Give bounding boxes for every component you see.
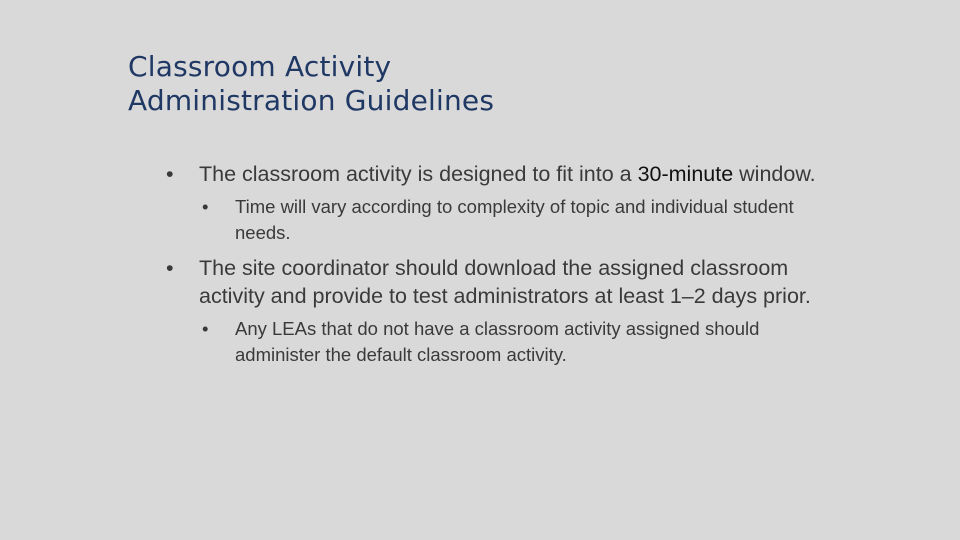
slide-body (160, 160, 820, 368)
sub-bullet-item-2 (160, 316, 820, 368)
sub-bullet-dot: • (202, 196, 209, 217)
bullet-emphasis: 30-minute (637, 162, 734, 186)
bullet-text-1b: window. (733, 162, 816, 186)
sub-bullet-text-1: Time will vary according to complexity of topic and individual student needs. (235, 196, 794, 243)
slide-title (128, 50, 828, 118)
bullet-dot: • (166, 256, 174, 280)
sub-bullet-dot: • (202, 318, 209, 339)
title-line-1: Classroom Activity (128, 50, 392, 83)
bullet-text-1a: The classroom activity is designed to fit into a (199, 162, 638, 186)
sub-bullet-text-2: Any LEAs that do not have a classroom activity assigned should administer the default classroom activity. (235, 318, 760, 365)
bullet-text-2: The site coordinator should download the assigned classroom activity and provide to test administrators at least 1–2 days prior. (199, 256, 811, 308)
bullet-item-1 (160, 160, 820, 188)
bullet-dot: • (166, 162, 174, 186)
sub-bullet-item-1 (160, 194, 820, 246)
title-line-2: Administration Guidelines (128, 84, 495, 117)
bullet-item-2 (160, 254, 820, 310)
